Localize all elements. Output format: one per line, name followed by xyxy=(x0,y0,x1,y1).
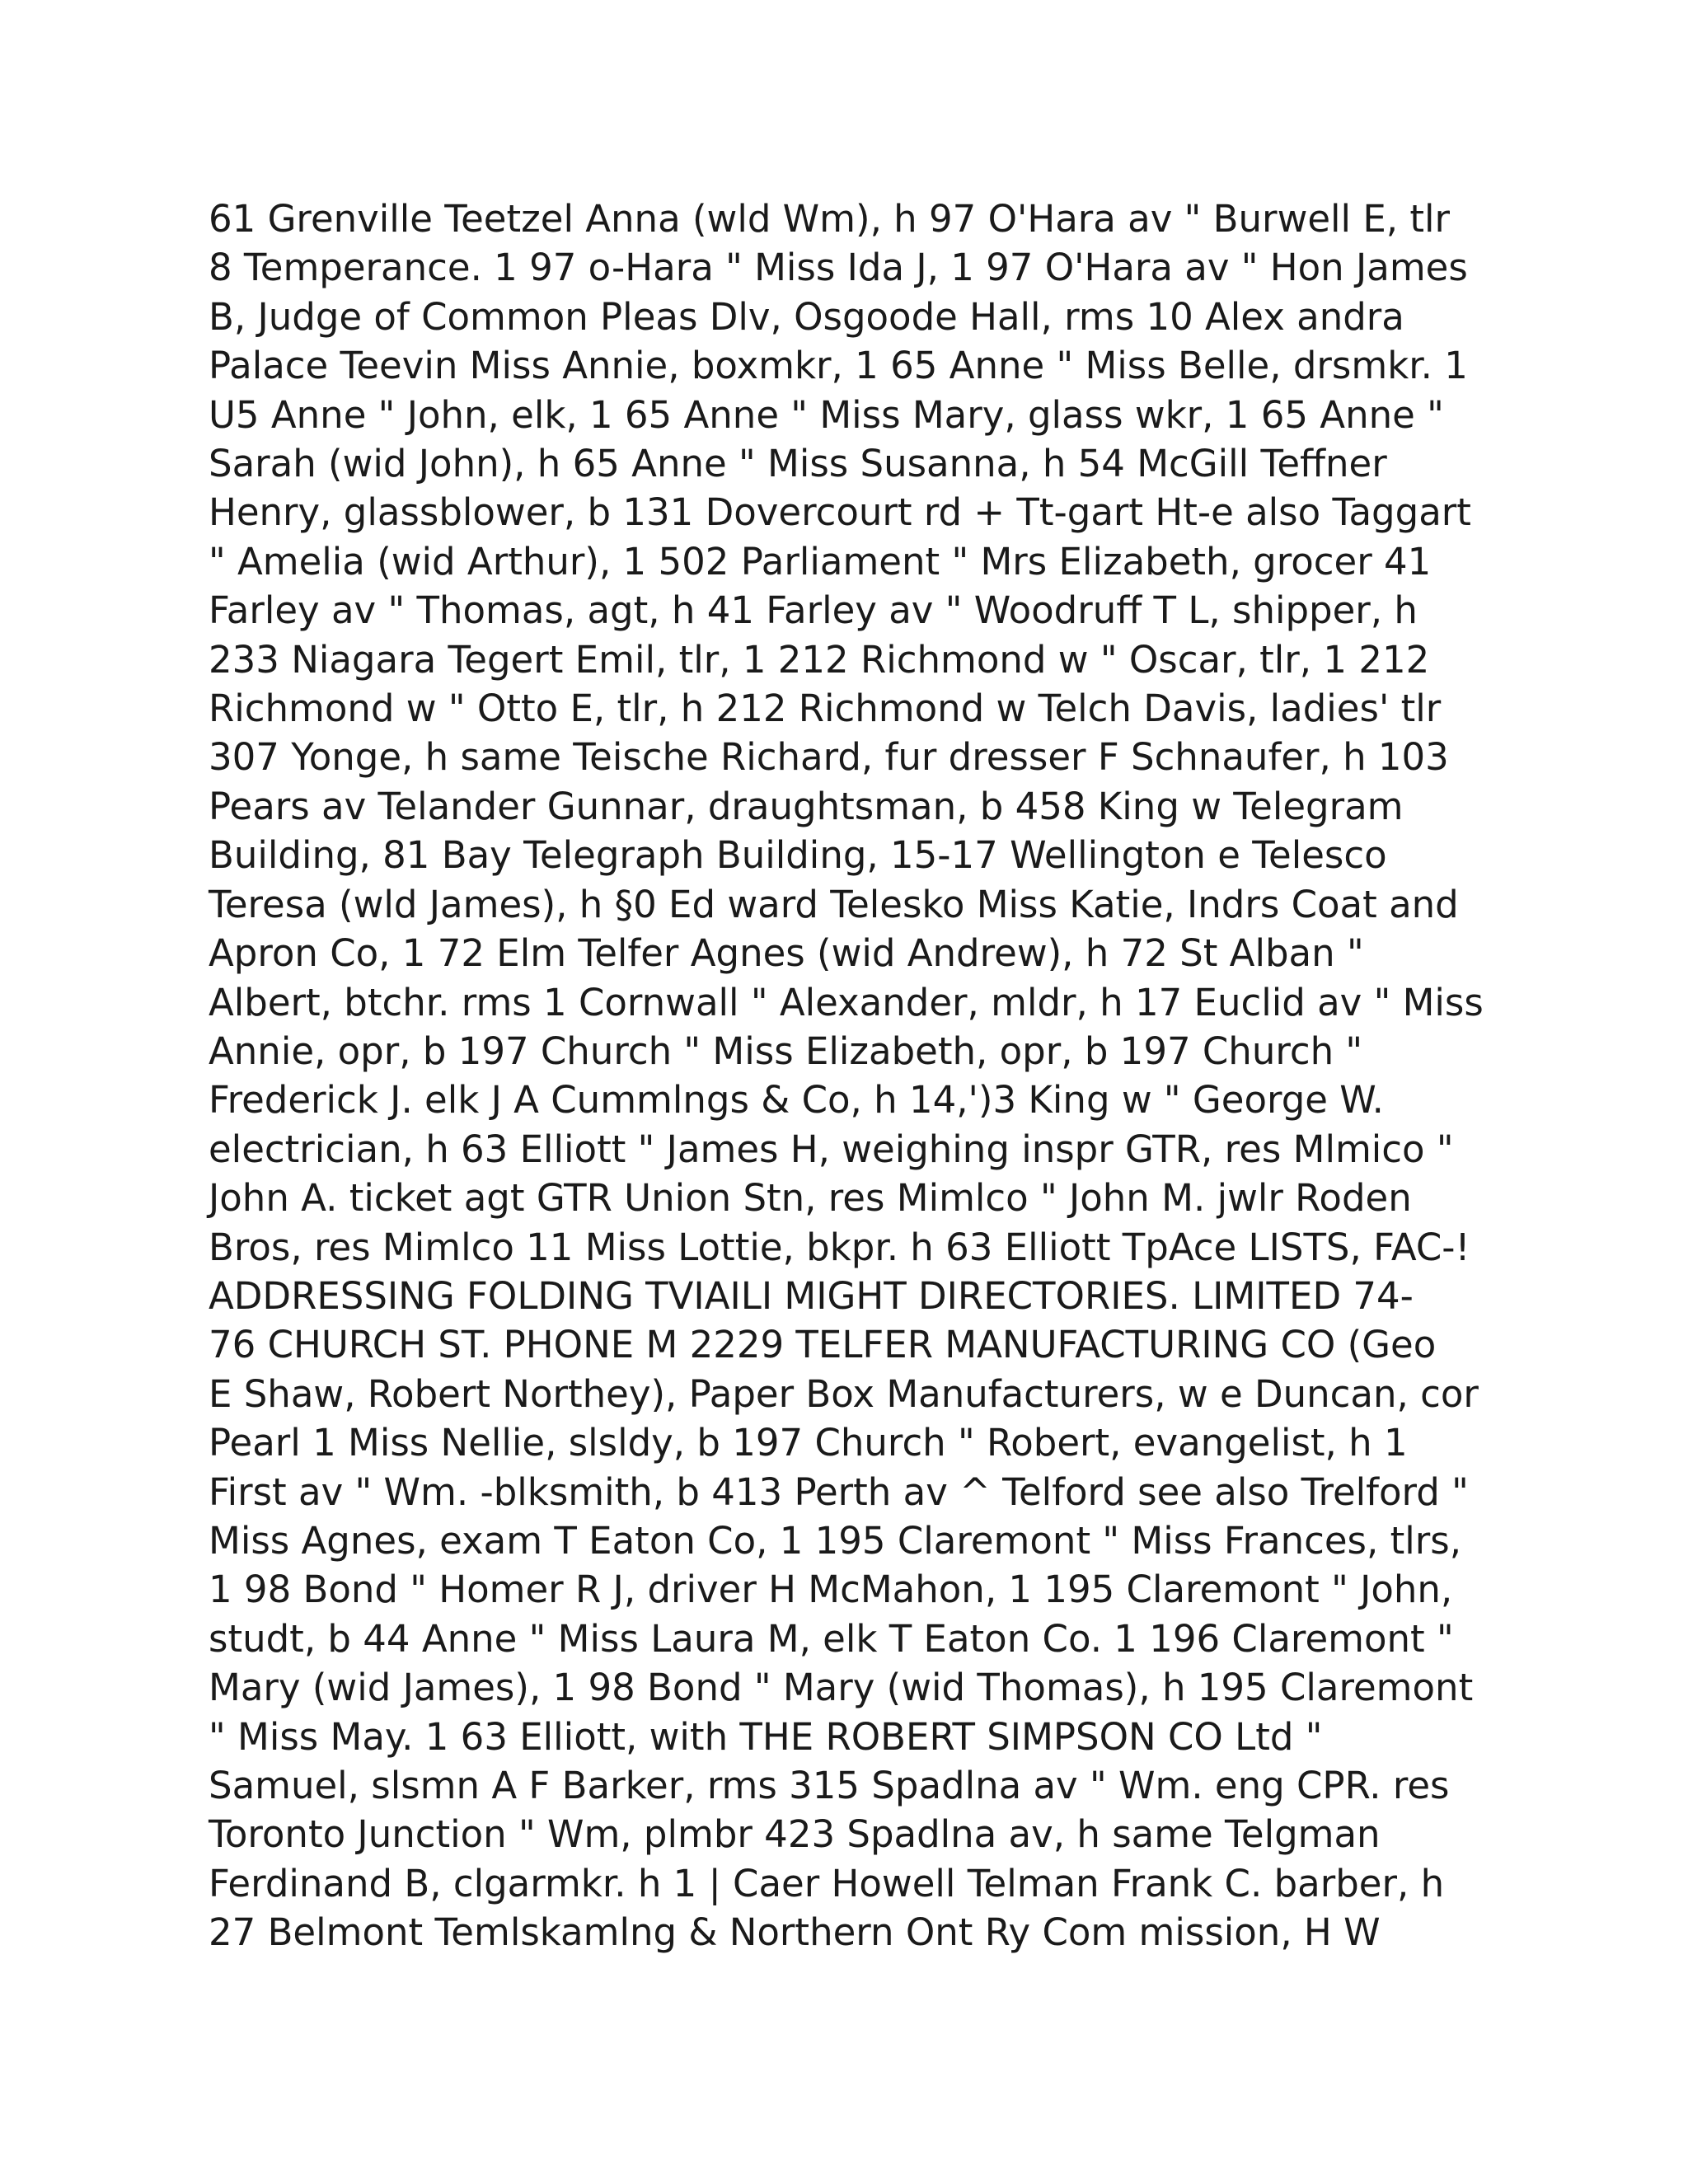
text-line: U5 Anne " John, elk, 1 65 Anne " Miss Mary, glass wkr, 1 65 Anne " xyxy=(209,392,1444,437)
text-line: Mary (wid James), 1 98 Bond " Mary (wid Thomas), h 195 Claremont xyxy=(209,1666,1474,1710)
text-line: Building, 81 Bay Telegraph Building, 15-17 Wellington e Telesco xyxy=(209,833,1387,878)
text-line: Bros, res Mimlco 11 Miss Lottie, bkpr. h 63 Elliott TpAce LISTS, FAC-! xyxy=(209,1225,1470,1269)
text-line: electrician, h 63 Elliott " James H, weighing inspr GTR, res Mlmico " xyxy=(209,1127,1454,1171)
text-line: Annie, opr, b 197 Church " Miss Elizabeth, opr, b 197 Church " xyxy=(209,1029,1363,1073)
text-line: " Miss May. 1 63 Elliott, with THE ROBERT SIMPSON CO Ltd " xyxy=(209,1714,1323,1759)
text-line: 233 Niagara Tegert Emil, tlr, 1 212 Richmond w " Oscar, tlr, 1 212 xyxy=(209,637,1430,682)
text-line: Albert, btchr. rms 1 Cornwall " Alexander, mldr, h 17 Euclid av " Miss xyxy=(209,980,1484,1024)
text-line: 27 Belmont Temlskamlng & Northern Ont Ry Com mission, H W xyxy=(209,1910,1381,1955)
text-line: Frederick J. elk J A Cummlngs & Co, h 14,')3 King w " George W. xyxy=(209,1078,1384,1122)
text-line: Apron Co, 1 72 Elm Telfer Agnes (wid Andrew), h 72 St Alban " xyxy=(209,931,1364,976)
text-line: Teresa (wld James), h §0 Ed ward Telesko Miss Katie, Indrs Coat and xyxy=(209,882,1459,926)
text-line: First av " Wm. -blksmith, b 413 Perth av ^ Telford see also Trelford " xyxy=(209,1469,1469,1514)
text-line: E Shaw, Robert Northey), Paper Box Manufacturers, w e Duncan, cor xyxy=(209,1371,1479,1416)
text-line: John A. ticket agt GTR Union Stn, res Mimlco " John M. jwlr Roden xyxy=(209,1176,1412,1221)
text-line: Richmond w " Otto E, tlr, h 212 Richmond w Telch Davis, ladies' tlr xyxy=(209,687,1442,731)
text-line: Palace Teevin Miss Annie, boxmkr, 1 65 Anne " Miss Belle, drsmkr. 1 xyxy=(209,344,1468,388)
text-line: Ferdinand B, clgarmkr. h 1 | Caer Howell Telman Frank C. barber, h xyxy=(209,1861,1445,1905)
directory-text-block xyxy=(209,194,1494,1957)
text-line: ADDRESSING FOLDING TVIAILI MIGHT DIRECTORIES. LIMITED 74- xyxy=(209,1273,1414,1318)
text-line: 1 98 Bond " Homer R J, driver H McMahon, 1 195 Claremont " John, xyxy=(209,1568,1453,1612)
text-line: 76 CHURCH ST. PHONE M 2229 TELFER MANUFACTURING CO (Geo xyxy=(209,1323,1437,1367)
text-line: 307 Yonge, h same Teische Richard, fur dresser F Schnaufer, h 103 xyxy=(209,735,1449,780)
text-line: " Amelia (wid Arthur), 1 502 Parliament " Mrs Elizabeth, grocer 41 xyxy=(209,539,1432,583)
text-line: 61 Grenville Teetzel Anna (wld Wm), h 97 O'Hara av " Burwell E, tlr xyxy=(209,197,1451,241)
text-line: Samuel, slsmn A F Barker, rms 315 Spadlna av " Wm. eng CPR. res xyxy=(209,1764,1450,1807)
text-line: Toronto Junction " Wm, plmbr 423 Spadlna av, h same Telgman xyxy=(209,1812,1381,1857)
text-line: Sarah (wid John), h 65 Anne " Miss Susanna, h 54 McGill Teffner xyxy=(209,442,1387,486)
text-line: Pears av Telander Gunnar, draughtsman, b 458 King w Telegram xyxy=(209,784,1404,828)
text-line: Pearl 1 Miss Nellie, slsldy, b 197 Church " Robert, evangelist, h 1 xyxy=(209,1421,1408,1465)
text-line: Henry, glassblower, b 131 Dovercourt rd + Tt-gart Ht-e also Taggart xyxy=(209,490,1471,535)
text-line: Farley av " Thomas, agt, h 41 Farley av " Woodruff T L, shipper, h xyxy=(209,588,1418,633)
text-line: B, Judge of Common Pleas Dlv, Osgoode Hall, rms 10 Alex andra xyxy=(209,294,1404,339)
text-line: 8 Temperance. 1 97 o-Hara " Miss Ida J, 1 97 O'Hara av " Hon James xyxy=(209,246,1468,290)
text-line: Miss Agnes, exam T Eaton Co, 1 195 Claremont " Miss Frances, tlrs, xyxy=(209,1518,1462,1563)
text-line: studt, b 44 Anne " Miss Laura M, elk T Eaton Co. 1 196 Claremont " xyxy=(209,1616,1454,1661)
